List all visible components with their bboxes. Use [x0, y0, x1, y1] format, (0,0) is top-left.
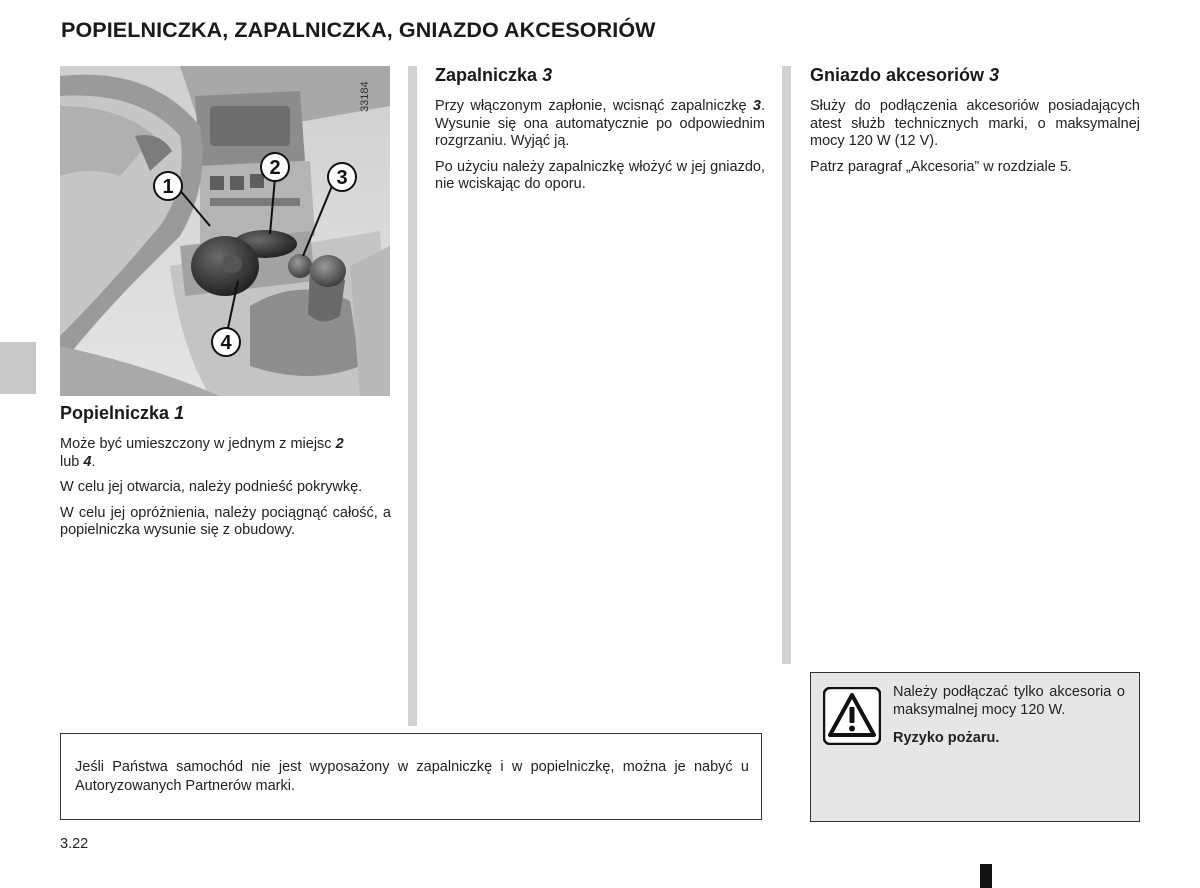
ashtray-heading: Popielniczka 1: [60, 403, 185, 423]
callout-2: [261, 153, 289, 181]
ashtray-location-text: Może być umieszczony w jednym z miejsc 2 lub 4.: [60, 436, 344, 470]
column-divider: [408, 66, 417, 726]
ashtray-section: [60, 402, 391, 548]
lighter-usage-text: Przy włączonym zapłonie, wcisnąć zapalniczkę 3. Wysunie się ona automatycznie po odpowiednim rozgrzaniu. Wyjąć ją.: [435, 98, 765, 149]
column-divider: [782, 66, 791, 664]
interior-illustration: [60, 66, 390, 396]
socket-reference-text: Patrz paragraf „Akcesoria” w rozdziale 5.: [810, 158, 1072, 175]
warning-triangle-icon: [823, 687, 881, 745]
socket-section: [810, 64, 1140, 184]
ashtray-empty-text: W celu jej opróżnienia, należy pociągnąć całość, a popielniczka wysunie się z obudowy.: [60, 504, 391, 538]
svg-text:3: 3: [336, 167, 348, 189]
callout-3: [328, 163, 356, 191]
page-title: POPIELNICZKA, ZAPALNICZKA, GNIAZDO AKCESORIÓW: [61, 18, 656, 42]
warning-box: [810, 672, 1140, 822]
warning-message: Należy podłączać tylko akcesoria o maksymalnej mocy 120 W.: [893, 684, 1125, 718]
figure-code: 33184: [359, 81, 371, 112]
callout-4: [212, 328, 240, 356]
ashtray-open-text: W celu jej otwarcia, należy podnieść pokrywkę.: [60, 479, 363, 495]
lighter-section: [435, 64, 765, 202]
socket-description-text: Służy do podłączenia akcesoriów posiadających atest służb technicznych marki, o maksymalnej mocy 120 W (12 V).: [810, 98, 1140, 149]
callout-1: [154, 172, 182, 200]
chapter-tab: [0, 342, 36, 394]
thumb-index-mark: [980, 864, 992, 888]
notice-text: Jeśli Państwa samochód nie jest wyposażony w zapalniczkę i w popielniczkę, można je nabyć u Autoryzowanych Partnerów marki.: [75, 759, 749, 794]
lighter-return-text: Po użyciu należy zapalniczkę włożyć w jej gniazdo, nie wciskając do oporu.: [435, 158, 765, 192]
notice-box: [60, 733, 762, 820]
svg-text:2: 2: [269, 157, 281, 179]
socket-heading: Gniazdo akcesoriów 3: [810, 65, 1000, 85]
svg-text:4: 4: [220, 332, 232, 354]
svg-text:1: 1: [162, 176, 174, 198]
lighter-heading: Zapalniczka 3: [435, 65, 553, 85]
page-number: 3.22: [60, 836, 89, 852]
warning-risk: Ryzyko pożaru.: [893, 730, 1000, 746]
warning-text: [893, 683, 1125, 757]
